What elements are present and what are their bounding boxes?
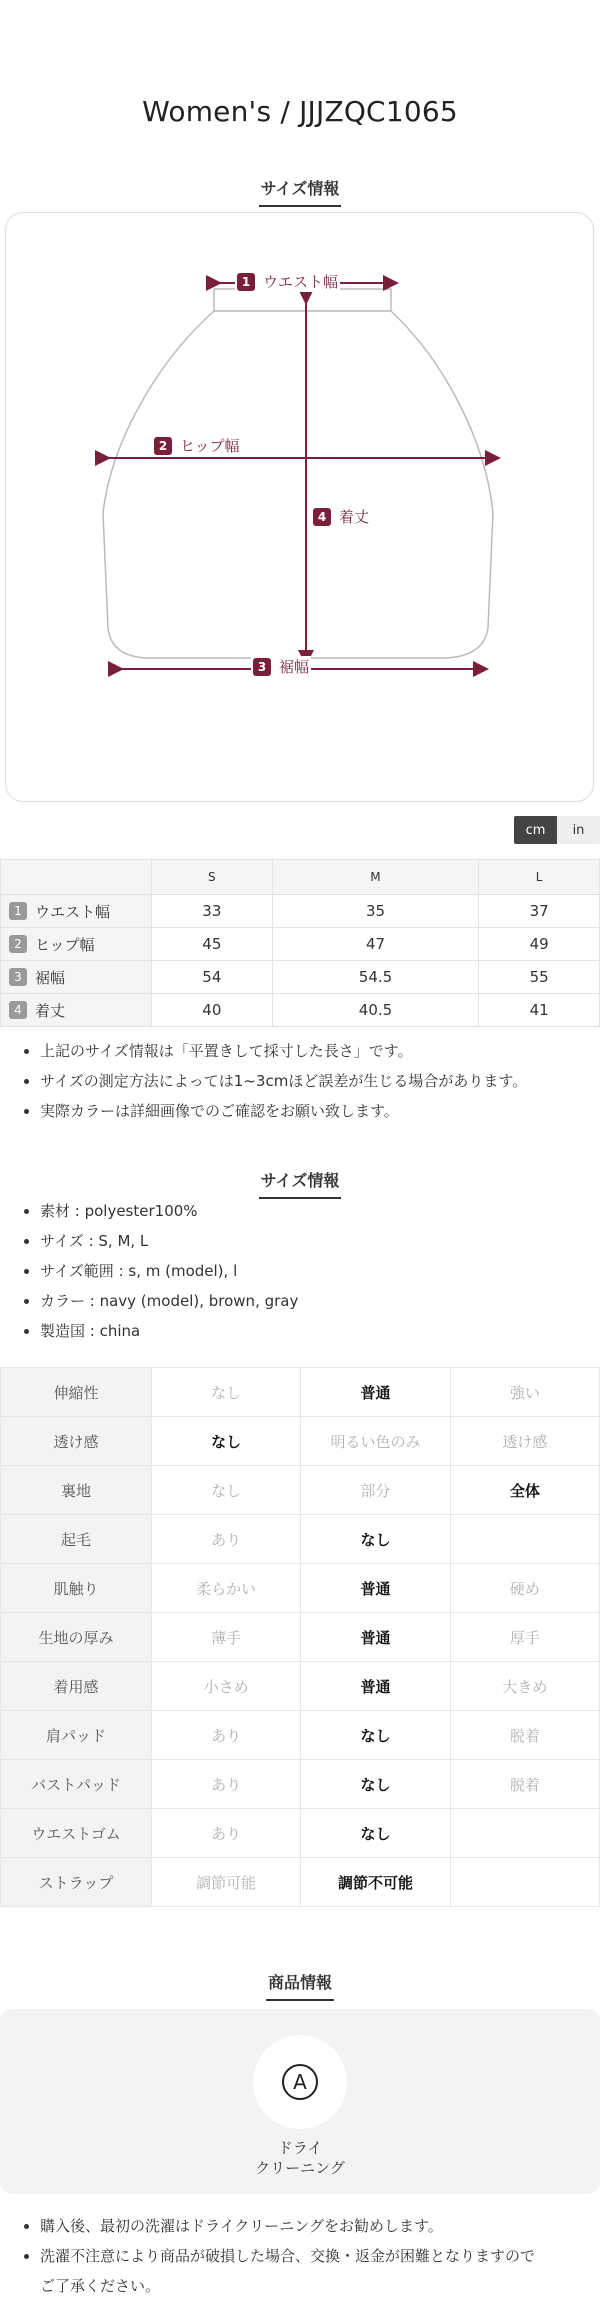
- list-item: • 上記のサイズ情報は「平置きして採寸した長さ」です。: [40, 1036, 600, 1066]
- row-header: [1, 994, 152, 1027]
- skirt-diagram-illustration: [6, 213, 595, 803]
- table-row: [1, 1368, 600, 1417]
- list-item: • カラー : navy (model), brown, gray: [40, 1286, 600, 1316]
- property-option-selected: 普通: [301, 1564, 450, 1613]
- care-notes: [0, 2211, 600, 2301]
- marker-number: 1: [237, 273, 255, 291]
- list-item: • 素材 : polyester100%: [40, 1196, 600, 1226]
- row-label: 着丈: [35, 1001, 66, 1020]
- row-label: 裾幅: [35, 968, 66, 987]
- property-name: バストパッド: [1, 1760, 152, 1809]
- marker-label: ヒップ幅: [180, 437, 240, 455]
- product-title: Women's / JJJZQC1065: [142, 95, 458, 128]
- table-row: [1, 1711, 600, 1760]
- marker-waist: [235, 271, 340, 292]
- unit-in-button[interactable]: in: [557, 816, 600, 844]
- marker-label: 着丈: [339, 508, 370, 526]
- property-name: 伸縮性: [1, 1368, 152, 1417]
- property-option-selected: なし: [301, 1760, 450, 1809]
- table-row: [1, 1809, 600, 1858]
- size-value: 54: [152, 961, 273, 994]
- property-option: [450, 1858, 599, 1907]
- list-item: • 実際カラーは詳細画像でのご確認をお願い致します。: [40, 1096, 600, 1126]
- size-value: 35: [272, 895, 479, 928]
- list-item: • サイズ範囲 : s, m (model), l: [40, 1256, 600, 1286]
- dry-clean-symbol: A: [282, 2064, 318, 2100]
- size-value: 33: [152, 895, 273, 928]
- property-option: 小さめ: [152, 1662, 301, 1711]
- size-column-header: L: [479, 860, 600, 895]
- row-label: ウエスト幅: [35, 902, 111, 921]
- size-value: 40.5: [272, 994, 479, 1027]
- property-name: 生地の厚み: [1, 1613, 152, 1662]
- property-option-selected: 調節不可能: [301, 1858, 450, 1907]
- size-value: 45: [152, 928, 273, 961]
- size-value: 55: [479, 961, 600, 994]
- marker-length: [311, 506, 371, 527]
- dry-clean-icon: [253, 2035, 347, 2129]
- care-instructions-box: [0, 2009, 600, 2194]
- row-number-badge: 4: [9, 1001, 27, 1019]
- size-section-heading: サイズ情報: [0, 176, 600, 207]
- property-option: あり: [152, 1515, 301, 1564]
- size-value: 41: [479, 994, 600, 1027]
- table-row: [1, 928, 600, 961]
- size-value: 37: [479, 895, 600, 928]
- property-option: 脱着: [450, 1760, 599, 1809]
- marker-number: 3: [253, 658, 271, 676]
- property-option: [450, 1809, 599, 1858]
- unit-toggle: [514, 816, 600, 844]
- property-option: 大きめ: [450, 1662, 599, 1711]
- property-option: あり: [152, 1809, 301, 1858]
- property-name: 着用感: [1, 1662, 152, 1711]
- detail-list: [0, 1196, 600, 1346]
- size-notes: [0, 1036, 600, 1126]
- list-item: • 購入後、最初の洗濯はドライクリーニングをお勧めします。: [40, 2211, 600, 2241]
- size-value: 49: [479, 928, 600, 961]
- property-option: 脱着: [450, 1711, 599, 1760]
- table-row: [1, 1564, 600, 1613]
- table-row: [1, 961, 600, 994]
- property-option: 厚手: [450, 1613, 599, 1662]
- marker-number: 2: [154, 437, 172, 455]
- property-option-selected: なし: [301, 1711, 450, 1760]
- property-option-selected: なし: [301, 1515, 450, 1564]
- property-name: 透け感: [1, 1417, 152, 1466]
- table-row: [1, 1417, 600, 1466]
- property-option: 部分: [301, 1466, 450, 1515]
- table-row: [1, 1466, 600, 1515]
- product-section-heading: 商品情報: [0, 1970, 600, 2001]
- property-name: 起毛: [1, 1515, 152, 1564]
- property-name: 肩パッド: [1, 1711, 152, 1760]
- list-item: • 製造国 : china: [40, 1316, 600, 1346]
- marker-hem: [251, 656, 311, 677]
- row-header: [1, 895, 152, 928]
- property-option: 調節可能: [152, 1858, 301, 1907]
- property-option: 透け感: [450, 1417, 599, 1466]
- property-option: あり: [152, 1711, 301, 1760]
- size-column-header: S: [152, 860, 273, 895]
- marker-label: 裾幅: [279, 658, 310, 676]
- care-note-line: 洗濯不注意により商品が破損した場合、交換・返金が困難となりますので: [40, 2247, 536, 2265]
- property-option: なし: [152, 1368, 301, 1417]
- table-row: [1, 1858, 600, 1907]
- property-name: ウエストゴム: [1, 1809, 152, 1858]
- property-option: 強い: [450, 1368, 599, 1417]
- row-header: [1, 961, 152, 994]
- property-option-selected: 普通: [301, 1662, 450, 1711]
- property-name: ストラップ: [1, 1858, 152, 1907]
- size-table: [0, 859, 600, 1027]
- row-number-badge: 2: [9, 935, 27, 953]
- property-option-selected: 全体: [450, 1466, 599, 1515]
- unit-cm-button[interactable]: cm: [514, 816, 557, 844]
- property-option: 硬め: [450, 1564, 599, 1613]
- property-name: 裏地: [1, 1466, 152, 1515]
- table-row: [1, 1760, 600, 1809]
- list-item: [40, 2241, 600, 2301]
- list-item: • サイズ : S, M, L: [40, 1226, 600, 1256]
- size-table-corner: [1, 860, 152, 895]
- size-value: 54.5: [272, 961, 479, 994]
- care-label-line1: ドライ: [277, 2139, 323, 2157]
- size-table-header: [1, 860, 600, 895]
- row-label: ヒップ幅: [35, 935, 95, 954]
- marker-number: 4: [313, 508, 331, 526]
- size-value: 40: [152, 994, 273, 1027]
- table-row: [1, 1515, 600, 1564]
- detail-section-heading: サイズ情報: [0, 1168, 600, 1199]
- property-option: なし: [152, 1466, 301, 1515]
- row-number-badge: 3: [9, 968, 27, 986]
- care-note-line: ご了承ください。: [40, 2277, 161, 2295]
- property-table: [0, 1367, 600, 1907]
- property-option-selected: なし: [301, 1809, 450, 1858]
- property-option: 柔らかい: [152, 1564, 301, 1613]
- list-item: • サイズの測定方法によっては1~3cmほど誤差が生じる場合があります。: [40, 1066, 600, 1096]
- property-option: 明るい色のみ: [301, 1417, 450, 1466]
- row-header: [1, 928, 152, 961]
- property-option: あり: [152, 1760, 301, 1809]
- table-row: [1, 1662, 600, 1711]
- row-number-badge: 1: [9, 902, 27, 920]
- size-diagram: [5, 212, 594, 802]
- property-name: 肌触り: [1, 1564, 152, 1613]
- size-value: 47: [272, 928, 479, 961]
- property-option: [450, 1515, 599, 1564]
- size-column-header: M: [272, 860, 479, 895]
- property-option-selected: なし: [152, 1417, 301, 1466]
- table-row: [1, 895, 600, 928]
- marker-hip: [152, 435, 242, 456]
- property-option: 薄手: [152, 1613, 301, 1662]
- table-row: [1, 1613, 600, 1662]
- marker-label: ウエスト幅: [263, 273, 339, 291]
- property-option-selected: 普通: [301, 1368, 450, 1417]
- care-label-line2: クリーニング: [255, 2159, 345, 2177]
- property-option-selected: 普通: [301, 1613, 450, 1662]
- table-row: [1, 994, 600, 1027]
